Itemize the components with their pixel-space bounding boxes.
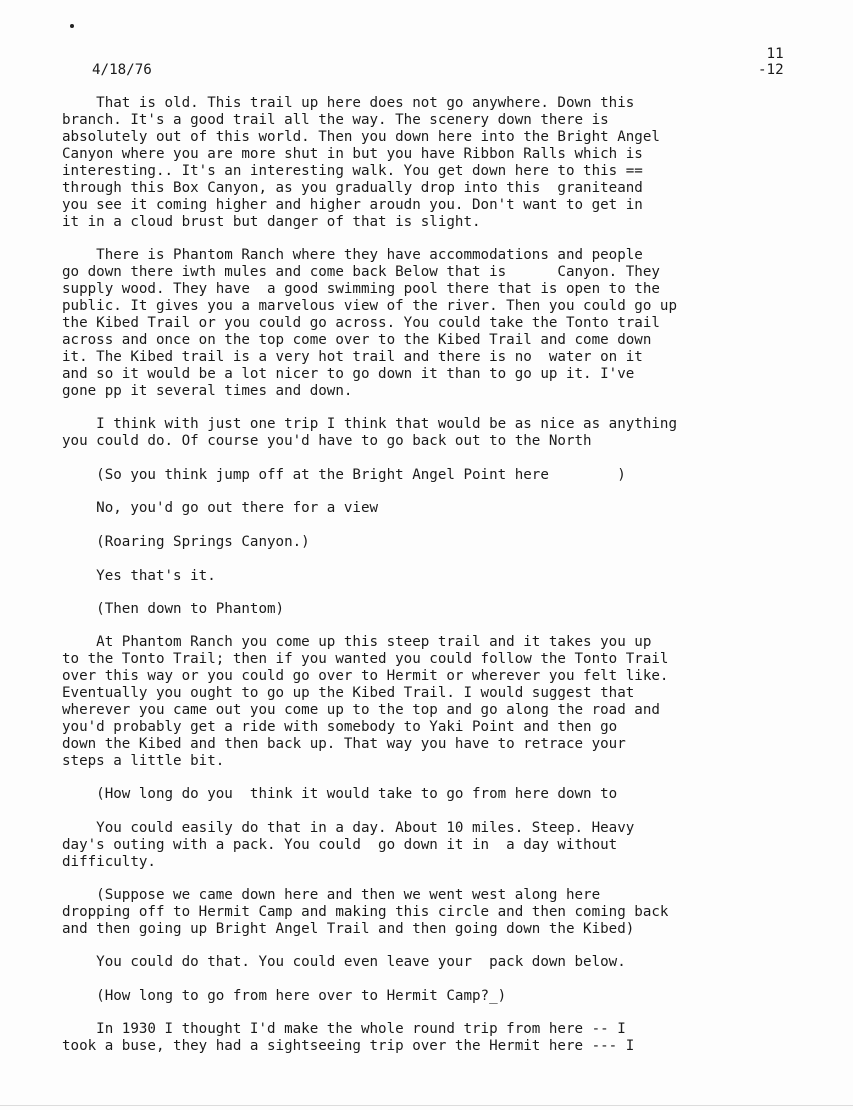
text-line: supply wood. They have a good swimming pool there that is open to the	[62, 281, 660, 297]
text-line: (Roaring Springs Canyon.)	[62, 534, 310, 550]
text-line: you'd probably get a ride with somebody to Yaki Point and then go	[62, 719, 618, 735]
text-line: (Suppose we came down here and then we went west along here	[62, 887, 601, 903]
page-number-current: 11	[766, 46, 784, 62]
page-bottom-edge	[0, 1105, 853, 1106]
text-line: took a buse, they had a sightseeing trip over the Hermit here --- I	[62, 1038, 635, 1054]
text-line: day's outing with a pack. You could go down it in a day without	[62, 837, 618, 853]
text-line: In 1930 I thought I'd make the whole round trip from here -- I	[62, 1021, 626, 1037]
text-line: Eventually you ought to go up the Kibed Trail. I would suggest that	[62, 685, 635, 701]
text-line: difficulty.	[62, 854, 156, 870]
text-line: you see it coming higher and higher aroudn you. Don't want to get in	[62, 197, 643, 213]
text-line: you could do. Of course you'd have to go back out to the North	[62, 433, 592, 449]
page-date: 4/18/76	[92, 62, 152, 78]
text-line: the Kibed Trail or you could go across. You could take the Tonto trail	[62, 315, 660, 331]
text-line: (How long do you think it would take to go from here down to	[62, 786, 618, 802]
text-line: to the Tonto Trail; then if you wanted you could follow the Tonto Trail	[62, 651, 669, 667]
text-line: over this way or you could go over to Hermit or wherever you felt like.	[62, 668, 669, 684]
text-line: (Then down to Phantom)	[62, 601, 285, 617]
text-line: down the Kibed and then back up. That way you have to retrace your	[62, 736, 626, 752]
text-line: (How long to go from here over to Hermit Camp?_)	[62, 988, 507, 1004]
text-line: go down there iwth mules and come back Below that is Canyon. They	[62, 264, 660, 280]
text-line: You could do that. You could even leave your pack down below.	[62, 954, 626, 970]
text-line: (So you think jump off at the Bright Angel Point here )	[62, 467, 626, 483]
text-line: That is old. This trail up here does not go anywhere. Down this	[62, 95, 635, 111]
page-number-struck: -12	[758, 62, 784, 78]
text-line: absolutely out of this world. Then you down here into the Bright Angel	[62, 129, 660, 145]
text-line: No, you'd go out there for a view	[62, 500, 379, 516]
text-line: branch. It's a good trail all the way. The scenery down there is	[62, 112, 609, 128]
text-line: Yes that's it.	[62, 568, 216, 584]
text-line: At Phantom Ranch you come up this steep trail and it takes you up	[62, 634, 652, 650]
text-line: it. The Kibed trail is a very hot trail and there is no water on it	[62, 349, 643, 365]
text-line: and so it would be a lot nicer to go down it than to go up it. I've	[62, 366, 635, 382]
text-line: wherever you came out you come up to the top and go along the road and	[62, 702, 660, 718]
text-line: it in a cloud brust but danger of that is slight.	[62, 214, 481, 230]
text-line: steps a little bit.	[62, 753, 225, 769]
text-line: There is Phantom Ranch where they have accommodations and people	[62, 247, 643, 263]
text-line: and then going up Bright Angel Trail and then going down the Kibed)	[62, 921, 635, 937]
text-line: across and once on the top come over to the Kibed Trail and come down	[62, 332, 652, 348]
text-line: I think with just one trip I think that would be as nice as anything	[62, 416, 677, 432]
text-line: gone pp it several times and down.	[62, 383, 353, 399]
text-line: through this Box Canyon, as you gradually drop into this graniteand	[62, 180, 643, 196]
text-line: interesting.. It's an interesting walk. You get down here to this ==	[62, 163, 643, 179]
ink-dot	[70, 24, 74, 28]
page-number	[758, 46, 784, 78]
text-line: public. It gives you a marvelous view of the river. Then you could go up	[62, 298, 677, 314]
text-line: You could easily do that in a day. About 10 miles. Steep. Heavy	[62, 820, 635, 836]
text-line: dropping off to Hermit Camp and making this circle and then coming back	[62, 904, 669, 920]
text-line: Canyon where you are more shut in but you have Ribbon Ralls which is	[62, 146, 643, 162]
